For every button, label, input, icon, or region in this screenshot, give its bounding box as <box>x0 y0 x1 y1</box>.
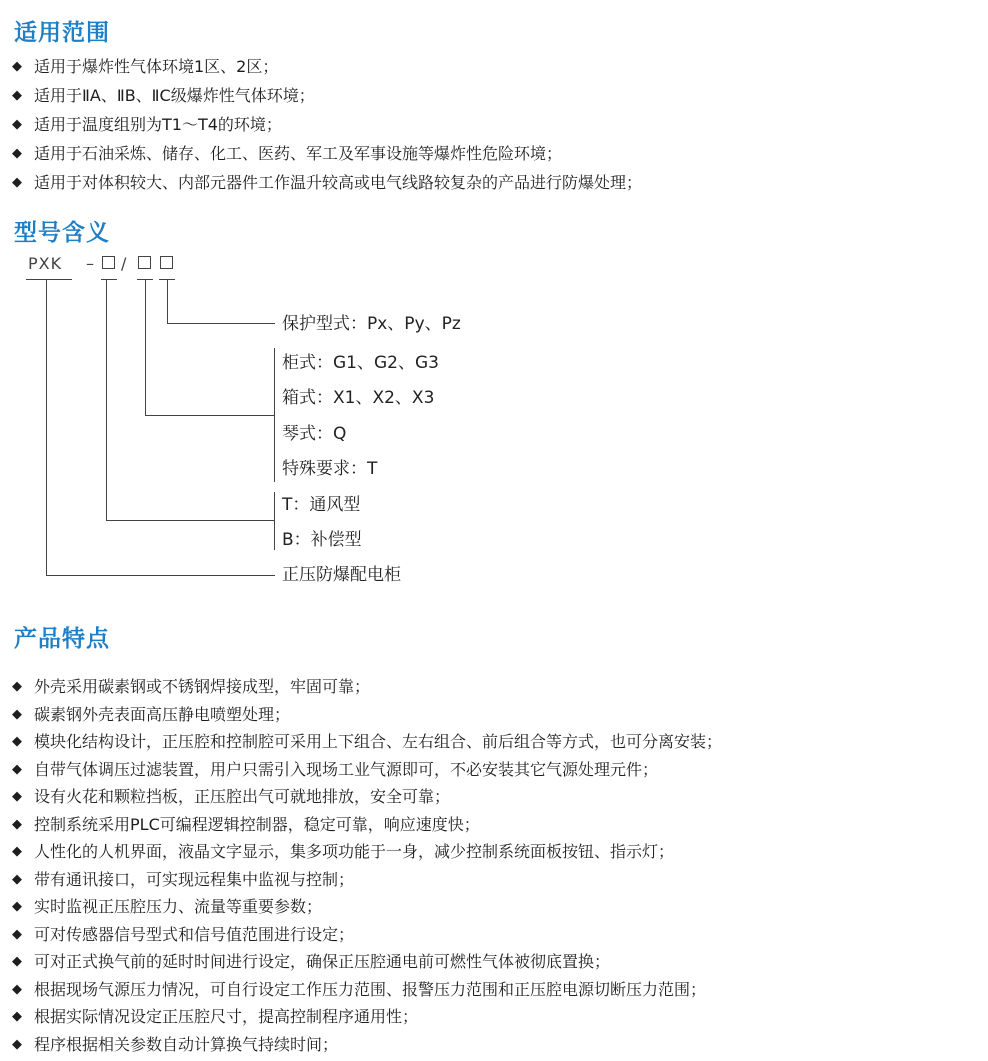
cabinet-type-label: 特殊要求：T <box>282 458 377 480</box>
list-item: ◆ 外壳采用碳素钢或不锈钢焊接成型，牢固可靠； <box>12 676 722 704</box>
diamond-bullet-icon: ◆ <box>12 1006 22 1028</box>
ventilation-type-label: T：通风型 <box>282 494 360 516</box>
connector-line <box>46 575 275 576</box>
diamond-bullet-icon: ◆ <box>12 731 22 753</box>
diamond-bullet-icon: ◆ <box>12 114 22 136</box>
protection-type-label: 保护型式：Px、Py、Pz <box>282 313 461 335</box>
connector-line <box>167 279 168 324</box>
model-code-slash: / <box>121 254 127 273</box>
cabinet-type-label: 柜式：G1、G2、G3 <box>282 352 439 374</box>
diamond-bullet-icon: ◆ <box>12 979 22 1001</box>
diamond-bullet-icon: ◆ <box>12 841 22 863</box>
connector-line <box>145 415 275 416</box>
list-item: ◆ 适用于对体积较大、内部元器件工作温升较高或电气线路较复杂的产品进行防爆处理； <box>12 172 642 201</box>
section-title-features: 产品特点 <box>14 620 110 653</box>
diamond-bullet-icon: ◆ <box>12 951 22 973</box>
list-item: ◆ 人性化的人机界面，液晶文字显示，集多项功能于一身，减少控制系统面板按钮、指示灯； <box>12 841 722 869</box>
connector-line <box>106 520 275 521</box>
ventilation-type-label: B：补偿型 <box>282 529 362 551</box>
diamond-bullet-icon: ◆ <box>12 896 22 918</box>
list-item: ◆ 适用于爆炸性气体环境1区、2区； <box>12 56 642 85</box>
list-item: ◆ 带有通讯接口，可实现远程集中监视与控制； <box>12 869 722 897</box>
list-item: ◆ 适用于温度组别为T1～T4的环境； <box>12 114 642 143</box>
list-item: ◆ 适用于ⅡA、ⅡB、ⅡC级爆炸性气体环境； <box>12 85 642 114</box>
diamond-bullet-icon: ◆ <box>12 869 22 891</box>
list-item: ◆ 实时监视正压腔压力、流量等重要参数； <box>12 896 722 924</box>
bracket-line <box>274 348 275 482</box>
feature-list <box>12 676 722 1061</box>
diamond-bullet-icon: ◆ <box>12 56 22 78</box>
product-name-label: 正压防爆配电柜 <box>282 564 401 586</box>
bracket-line <box>274 492 275 550</box>
list-item: ◆ 程序根据相关参数自动计算换气持续时间； <box>12 1034 722 1061</box>
list-item: ◆ 可对正式换气前的延时时间进行设定，确保正压腔通电前可燃性气体被彻底置换； <box>12 951 722 979</box>
section-title-scope: 适用范围 <box>14 14 110 47</box>
model-slot-box <box>160 256 173 269</box>
diamond-bullet-icon: ◆ <box>12 143 22 165</box>
list-item: ◆ 自带气体调压过滤装置，用户只需引入现场工业气源即可，不必安装其它气源处理元件； <box>12 759 722 787</box>
cabinet-type-label: 琴式：Q <box>282 423 346 445</box>
list-item: ◆ 碳素钢外壳表面高压静电喷塑处理； <box>12 704 722 732</box>
diamond-bullet-icon: ◆ <box>12 172 22 194</box>
underline <box>26 279 72 280</box>
cabinet-type-label: 箱式：X1、X2、X3 <box>282 387 434 409</box>
model-code-dash: – <box>86 254 95 273</box>
list-item: ◆ 根据现场气源压力情况，可自行设定工作压力范围、报警压力范围和正压腔电源切断压力范围； <box>12 979 722 1007</box>
section-title-model: 型号含义 <box>14 214 110 247</box>
diamond-bullet-icon: ◆ <box>12 85 22 107</box>
diamond-bullet-icon: ◆ <box>12 814 22 836</box>
list-item: ◆ 根据实际情况设定正压腔尺寸，提高控制程序通用性； <box>12 1006 722 1034</box>
list-item: ◆ 模块化结构设计，正压腔和控制腔可采用上下组合、左右组合、前后组合等方式，也可分离安装； <box>12 731 722 759</box>
connector-line <box>145 279 146 416</box>
diamond-bullet-icon: ◆ <box>12 704 22 726</box>
model-slot-box <box>138 256 151 269</box>
list-item: ◆ 可对传感器信号型式和信号值范围进行设定； <box>12 924 722 952</box>
list-item: ◆ 控制系统采用PLC可编程逻辑控制器，稳定可靠，响应速度快； <box>12 814 722 842</box>
model-slot-box <box>102 256 115 269</box>
connector-line <box>167 323 275 324</box>
diamond-bullet-icon: ◆ <box>12 1034 22 1056</box>
underline <box>101 279 117 280</box>
list-item: ◆ 设有火花和颗粒挡板，正压腔出气可就地排放，安全可靠； <box>12 786 722 814</box>
diamond-bullet-icon: ◆ <box>12 924 22 946</box>
list-item: ◆ 适用于石油采炼、储存、化工、医药、军工及军事设施等爆炸性危险环境； <box>12 143 642 172</box>
connector-line <box>106 279 107 521</box>
diamond-bullet-icon: ◆ <box>12 786 22 808</box>
diamond-bullet-icon: ◆ <box>12 676 22 698</box>
model-code-prefix: PXK <box>28 254 62 273</box>
diamond-bullet-icon: ◆ <box>12 759 22 781</box>
connector-line <box>46 279 47 576</box>
